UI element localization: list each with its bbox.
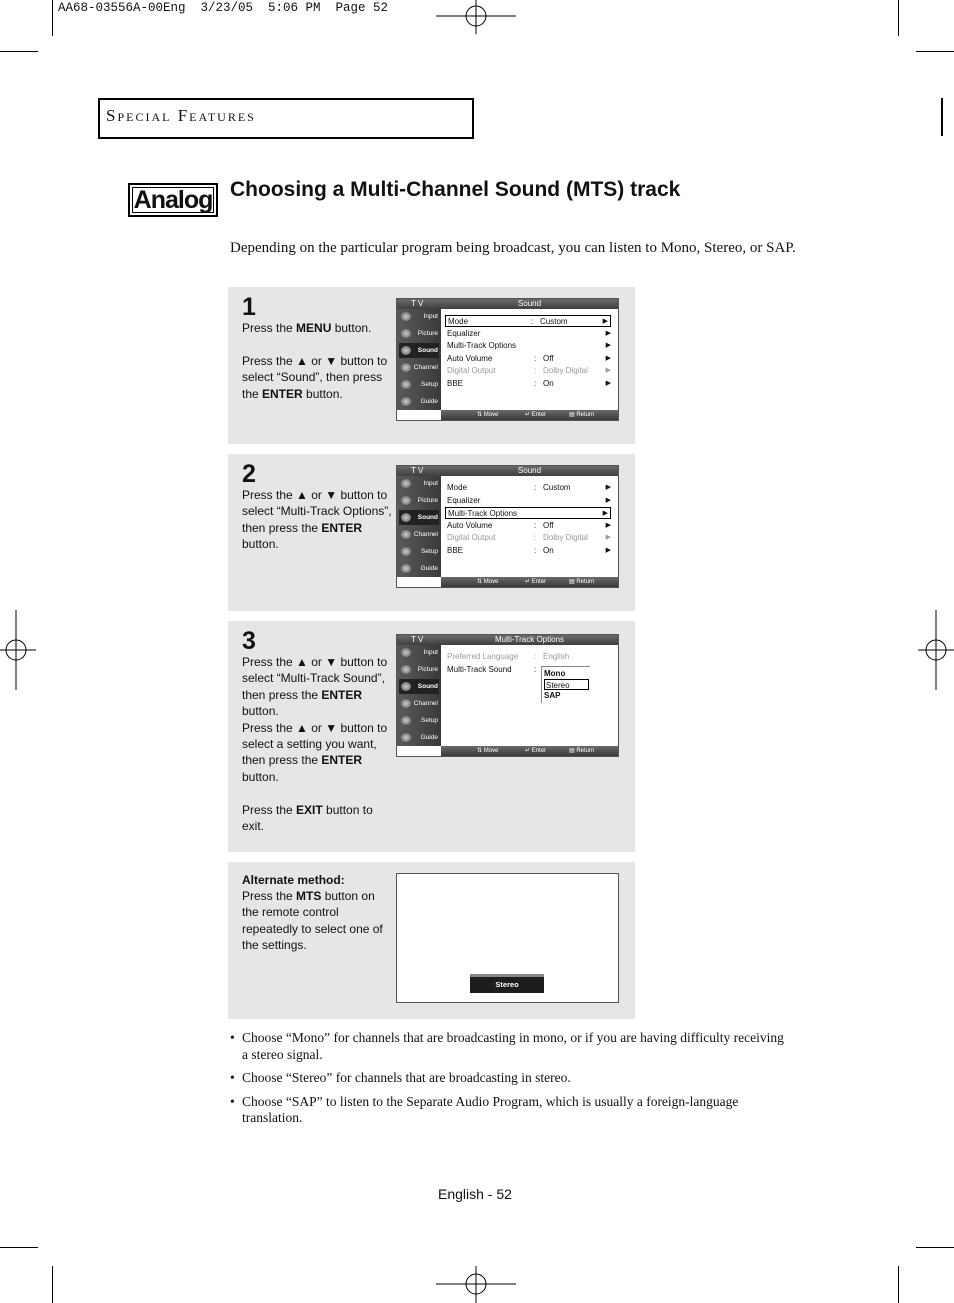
picture-icon — [401, 665, 411, 674]
menu-row-label: Multi-Track Sound — [447, 664, 512, 674]
sidebar-item-guide — [399, 394, 439, 409]
menu-row-colon: : — [534, 652, 537, 661]
crop-mark — [916, 51, 954, 52]
menu-title: Sound — [517, 299, 542, 308]
menu-row-value: On — [543, 545, 554, 555]
channel-icon — [401, 699, 411, 708]
sidebar-item-label: Setup — [421, 548, 438, 555]
sidebar-item-setup — [399, 713, 439, 728]
menu-row-label: BBE — [447, 545, 464, 555]
menu-row-value: Custom — [543, 483, 571, 492]
menu-row-label: Mode — [447, 483, 468, 492]
sidebar-item-label: Picture — [417, 497, 438, 504]
menu-row-label: Auto Volume — [447, 353, 493, 363]
sound-icon — [401, 346, 411, 355]
sidebar-item-setup — [399, 377, 439, 392]
registration-mark — [918, 610, 954, 690]
menu-row-value: Custom — [540, 317, 568, 326]
menu-row-colon: : — [534, 366, 537, 375]
menu-bottom-bar — [441, 410, 618, 420]
menu-row-value: On — [543, 378, 554, 388]
crop-mark — [52, 1266, 53, 1303]
sidebar-item-label: Guide — [420, 565, 438, 572]
section-title: Special Features — [106, 106, 256, 125]
guide-icon — [401, 397, 411, 406]
enter-hint: ↵ Enter — [525, 748, 547, 754]
sidebar-item-channel — [399, 527, 439, 542]
popup-option: Stereo — [544, 679, 589, 690]
sidebar-item-label: Guide — [420, 398, 438, 405]
move-hint: ⇅ Move — [477, 579, 499, 585]
step-panel-3 — [228, 621, 635, 852]
menu-row-value: Off — [543, 353, 554, 363]
sidebar-item-label: Channel — [413, 700, 438, 707]
sidebar-item-input — [399, 645, 439, 660]
sidebar-item-picture — [399, 662, 439, 677]
menu-title: Sound — [517, 466, 542, 475]
margin-rule — [941, 98, 943, 136]
menu-row-colon: : — [534, 353, 537, 363]
sidebar-item-picture — [399, 326, 439, 341]
analog-badge: Analog — [128, 183, 218, 217]
setup-icon — [401, 380, 411, 389]
sidebar-item-setup — [399, 544, 439, 559]
picture-icon — [401, 496, 411, 505]
menu-sidebar — [397, 309, 441, 410]
input-icon — [401, 479, 411, 488]
popup-option: SAP — [544, 691, 561, 700]
registration-mark — [436, 0, 516, 36]
menu-row-label: Equalizer — [447, 495, 481, 505]
menu-row-label: BBE — [447, 378, 464, 388]
channel-icon — [401, 363, 411, 372]
bullet-item: • Choose “SAP” to listen to the Separate Audio Program, which is usually a foreign-language translation. — [230, 1094, 790, 1127]
multi-track-popup — [541, 666, 590, 703]
return-hint: ▤ Return — [569, 579, 595, 585]
menu-row-colon: : — [534, 520, 537, 530]
step-text: Press the ▲ or ▼ button to select “Multi-Track Options”, then press the ENTER button. — [242, 488, 392, 552]
setup-icon — [401, 716, 411, 725]
menu-row-value: Off — [543, 520, 554, 530]
crop-mark — [898, 0, 899, 36]
sidebar-item-guide — [399, 561, 439, 576]
menu-row-colon: : — [534, 483, 537, 492]
right-arrow-icon: ▶ — [605, 379, 611, 387]
sidebar-item-label: Input — [423, 480, 438, 487]
sidebar-item-channel — [399, 696, 439, 711]
right-arrow-icon: ▶ — [605, 484, 611, 491]
right-arrow-icon: ▶ — [602, 510, 608, 517]
sound-icon — [401, 682, 411, 691]
step-panel-1 — [228, 287, 635, 444]
menu-row-colon: : — [534, 533, 537, 542]
tv-menu-screen — [396, 465, 619, 588]
right-arrow-icon: ▶ — [605, 546, 611, 554]
menu-row — [447, 482, 615, 494]
menu-row-colon: : — [534, 664, 537, 674]
registration-mark — [436, 1266, 516, 1303]
menu-row — [447, 545, 615, 557]
sidebar-item-label: Input — [423, 649, 438, 656]
crop-mark — [0, 51, 38, 52]
right-arrow-icon: ▶ — [605, 354, 611, 362]
alternate-method-panel — [228, 862, 635, 1019]
right-arrow-icon: ▶ — [605, 521, 611, 529]
right-arrow-icon: ▶ — [605, 342, 611, 349]
registration-mark — [0, 610, 36, 690]
menu-tv-label: T V — [411, 299, 424, 308]
sidebar-item-label: Setup — [421, 381, 438, 388]
sidebar-item-channel — [399, 360, 439, 375]
menu-tv-label: T V — [411, 466, 424, 475]
step-text: Press the MENU button. Press the ▲ or ▼ button to select “Sound”, then press the ENTER button. — [242, 321, 388, 401]
popup-option: Mono — [544, 669, 566, 678]
menu-title: Multi-Track Options — [494, 635, 565, 644]
picture-icon — [401, 329, 411, 338]
sidebar-item-sound — [399, 343, 439, 358]
setup-icon — [401, 547, 411, 556]
page-number: English - 52 — [438, 1186, 512, 1202]
bullet-list — [230, 1030, 790, 1134]
channel-icon — [401, 530, 411, 539]
input-icon — [401, 312, 411, 321]
tv-menu-screen — [396, 634, 619, 757]
print-slug: AA68-03556A-00Eng 3/23/05 5:06 PM Page 52 — [58, 1, 389, 15]
move-hint: ⇅ Move — [477, 748, 499, 754]
menu-row-colon: : — [531, 317, 534, 326]
menu-row-label: Digital Output — [447, 366, 496, 375]
menu-row-label: Auto Volume — [447, 520, 493, 530]
step-panel-2 — [228, 454, 635, 611]
menu-sidebar — [397, 476, 441, 577]
menu-row — [447, 495, 615, 507]
sidebar-item-picture — [399, 493, 439, 508]
menu-sidebar — [397, 645, 441, 746]
intro-paragraph: Depending on the particular program being broadcast, you can listen to Mono, Stereo, or SAP. — [230, 240, 796, 256]
crop-mark — [0, 1247, 38, 1248]
sidebar-item-label: Setup — [421, 717, 438, 724]
move-hint: ⇅ Move — [477, 412, 499, 418]
sidebar-item-guide — [399, 730, 439, 745]
return-hint: ▤ Return — [569, 748, 595, 754]
menu-row-label: Digital Output — [447, 533, 496, 542]
menu-row — [447, 378, 615, 390]
alternate-text: Press the MTS button on the remote control repeatedly to select one of the settings. — [242, 889, 383, 953]
menu-bottom-bar — [441, 746, 618, 756]
page-title: Choosing a Multi-Channel Sound (MTS) track — [230, 178, 681, 201]
menu-row-value: English — [543, 652, 570, 661]
sidebar-item-label: Channel — [413, 364, 438, 371]
enter-hint: ↵ Enter — [525, 412, 547, 418]
guide-icon — [401, 733, 411, 742]
step-number: 1 — [242, 293, 256, 321]
right-arrow-icon: ▶ — [602, 318, 608, 325]
step-number: 2 — [242, 460, 256, 488]
menu-row-colon: : — [534, 545, 537, 555]
crop-mark — [52, 0, 53, 36]
sidebar-item-label: Guide — [420, 734, 438, 741]
right-arrow-icon: ▶ — [605, 496, 611, 504]
sidebar-item-label: Picture — [417, 330, 438, 337]
step-text: Press the ▲ or ▼ button to select “Multi-Track Sound”, then press the ENTER button. Press the ▲ or ▼ button to select a setting you want, then press the ENTER button. Press the EXIT button to exit. — [242, 655, 388, 834]
menu-row-value: Dolby Digital — [543, 533, 588, 542]
menu-row-label: Equalizer — [447, 328, 481, 338]
guide-icon — [401, 564, 411, 573]
sidebar-item-sound — [399, 510, 439, 525]
menu-bottom-bar — [441, 577, 618, 587]
menu-row-colon: : — [534, 378, 537, 388]
menu-row — [445, 507, 611, 519]
sidebar-item-label: Channel — [413, 531, 438, 538]
sound-icon — [401, 513, 411, 522]
sidebar-item-sound — [399, 679, 439, 694]
sidebar-item-input — [399, 309, 439, 324]
sidebar-item-label: Sound — [417, 514, 438, 521]
return-hint: ▤ Return — [569, 412, 595, 418]
step-number: 3 — [242, 627, 256, 655]
menu-row-value: Dolby Digital — [543, 366, 588, 375]
alternate-heading: Alternate method: — [242, 873, 345, 887]
menu-row — [447, 532, 615, 544]
right-arrow-icon: ▶ — [605, 367, 611, 374]
crop-mark — [916, 1247, 954, 1248]
menu-row — [447, 353, 615, 365]
menu-row — [447, 340, 615, 352]
sidebar-item-label: Input — [423, 313, 438, 320]
bullet-item: • Choose “Stereo” for channels that are broadcasting in stereo. — [230, 1070, 790, 1087]
right-arrow-icon: ▶ — [605, 329, 611, 337]
sidebar-item-label: Picture — [417, 666, 438, 673]
menu-row — [445, 315, 611, 327]
tv-menu-screen — [396, 298, 619, 421]
menu-row — [447, 651, 615, 663]
menu-row-label: Mode — [448, 317, 469, 326]
menu-tv-label: T V — [411, 635, 424, 644]
right-arrow-icon: ▶ — [605, 534, 611, 541]
sidebar-item-label: Sound — [417, 683, 438, 690]
menu-row-label: Multi-Track Options — [447, 341, 517, 350]
sidebar-item-label: Sound — [417, 347, 438, 354]
menu-row — [447, 328, 615, 340]
tv-screen-osd — [396, 873, 619, 1003]
stereo-osd-label: Stereo — [470, 974, 544, 993]
input-icon — [401, 648, 411, 657]
menu-row — [447, 365, 615, 377]
crop-mark — [898, 1266, 899, 1303]
menu-row-label: Preferred Language — [447, 652, 519, 661]
sidebar-item-input — [399, 476, 439, 491]
menu-row-label: Multi-Track Options — [448, 509, 518, 518]
menu-row — [447, 520, 615, 532]
enter-hint: ↵ Enter — [525, 579, 547, 585]
bullet-item: • Choose “Mono” for channels that are broadcasting in mono, or if you are having difficulty receiving a stereo signal. — [230, 1030, 790, 1063]
